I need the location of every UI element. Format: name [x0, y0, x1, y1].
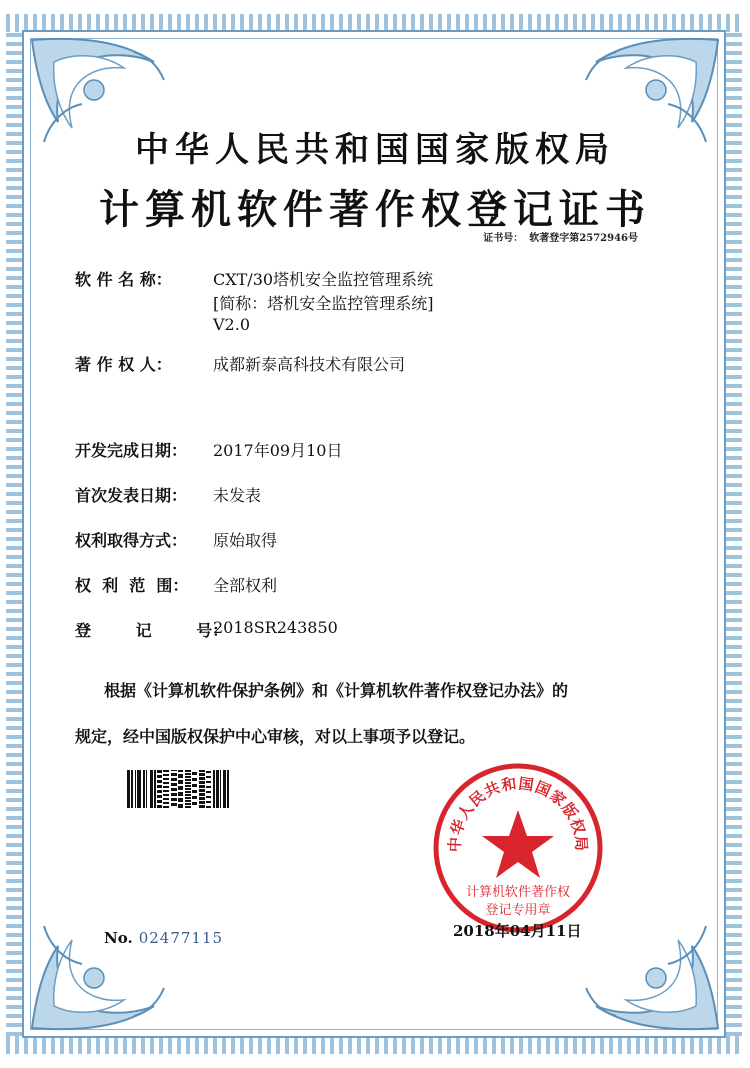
completion-date-label: 开发完成日期：	[75, 441, 188, 460]
software-name-value: CXT/30塔机安全监控管理系统	[213, 270, 434, 289]
acquisition-method-value: 原始取得	[213, 531, 278, 550]
issuing-authority: 中华人民共和国国家版权局	[135, 130, 615, 170]
seal-inner-text1: 计算机软件著作权	[465, 885, 571, 900]
serial-prefix: No.	[104, 929, 133, 947]
body-text-line2: 规定，经中国版权保护中心审核，对以上事项予以登记。	[75, 727, 476, 746]
registration-number-value: 2018SR243850	[213, 618, 338, 637]
copyright-owner-value: 成都新泰高科技术有限公司	[213, 355, 406, 374]
certificate-number-label: 证书号：	[483, 233, 524, 244]
certificate-number	[483, 229, 638, 244]
software-name-label: 软 件 名 称：	[75, 270, 172, 289]
body-text-line1: 根据《计算机软件保护条例》和《计算机软件著作权登记办法》的	[104, 681, 569, 700]
serial-number	[104, 929, 223, 947]
copyright-owner-label: 著 作 权 人：	[75, 355, 172, 374]
serial-value: 02477115	[138, 929, 224, 947]
software-short-name: [简称：塔机安全监控管理系统]	[213, 294, 434, 313]
seal-star-icon	[482, 810, 554, 878]
barcode	[127, 770, 239, 808]
completion-date-value: 2017年09月10日	[213, 441, 343, 460]
seal-ring-text: 中华人民共和国国家版权局	[445, 774, 591, 853]
issue-date: 2018年04月11日	[453, 922, 582, 940]
software-version: V2.0	[213, 315, 250, 334]
seal-inner-text2: 登记专用章	[485, 903, 551, 918]
rights-scope-label: 权 利 范 围：	[75, 576, 189, 595]
certificate-number-value: 软著登字第2572946号	[529, 233, 638, 244]
rights-scope-value: 全部权利	[213, 576, 278, 595]
publication-date-label: 首次发表日期：	[75, 486, 188, 505]
publication-date-value: 未发表	[213, 486, 262, 505]
certificate-title: 计算机软件著作权登记证书	[99, 186, 651, 233]
acquisition-method-label: 权利取得方式：	[75, 531, 188, 550]
registration-number-label: 登 记 号：	[75, 621, 229, 640]
corner-ornament-icon	[24, 906, 174, 1036]
official-seal	[432, 762, 604, 934]
